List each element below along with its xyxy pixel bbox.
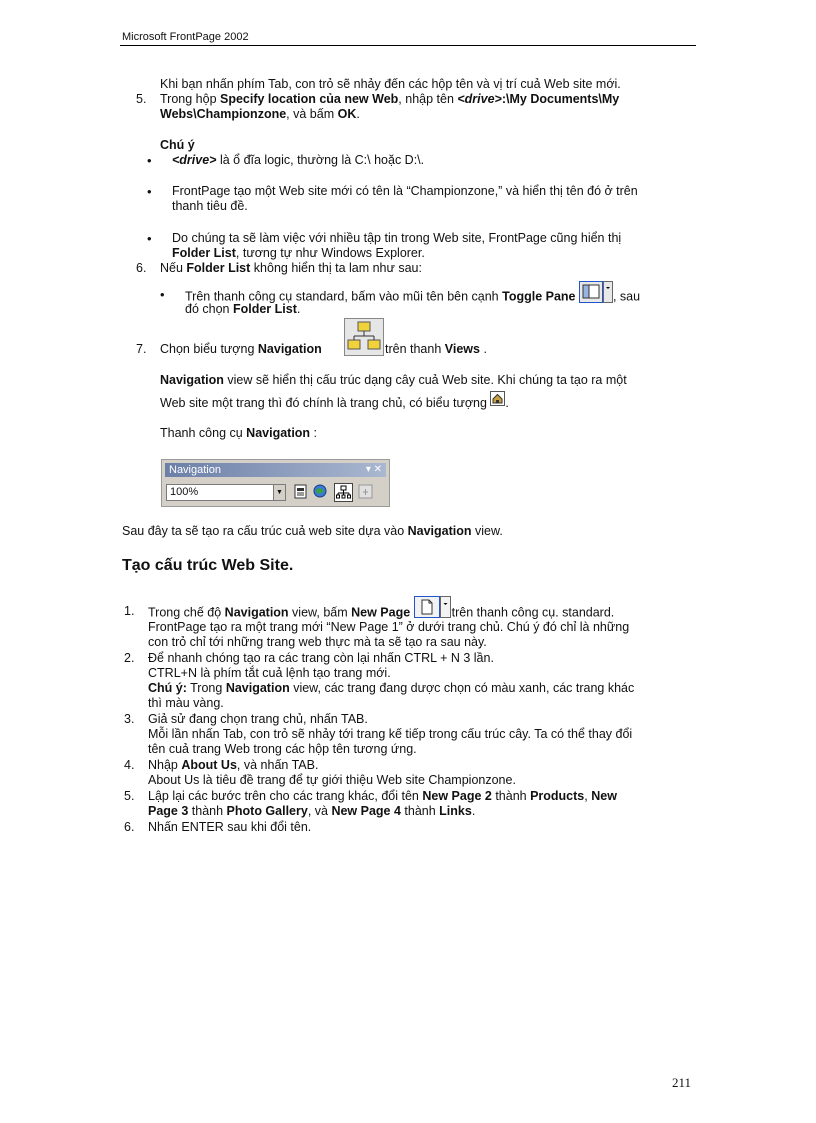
step-5-line1: Trong hộp Specify location của new Web, nhập tên <drive>:\My Documents\My bbox=[160, 92, 620, 106]
bullet-4-line1: Trên thanh công cụ standard, bấm vào mũi tên bên cạnh Toggle Pane , sau bbox=[185, 287, 640, 307]
running-header: Microsoft FrontPage 2002 bbox=[122, 31, 249, 43]
item-3-line3: tên cuả trang Web trong các hộp tên tương ứng. bbox=[148, 742, 417, 756]
bullet-3-line1: Do chúng ta sẽ làm việc với nhiều tập tin trong Web site, FrontPage cũng hiển thị bbox=[172, 231, 622, 245]
item-4-line1: Nhập About Us, và nhấn TAB. bbox=[148, 758, 319, 772]
bullet-2-line1: FrontPage tạo một Web site mới có tên là “Championzone,” và hiển thị tên đó ở trên bbox=[172, 184, 638, 198]
item-2-number: 2. bbox=[124, 651, 135, 665]
bullet-1-text: <drive> là ổ đĩa logic, thường là C:\ hoặc D:\. bbox=[172, 153, 425, 167]
step-6-text: Nếu Folder List không hiển thị ta lam như sau: bbox=[160, 261, 422, 275]
step-7-text-a: Chọn biểu tượng Navigation bbox=[160, 342, 322, 356]
section-heading: Tạo cấu trúc Web Site. bbox=[122, 557, 294, 574]
item-1-line3: con trỏ chỉ tới những trang web thực mà ta sẽ tạo ra sau này. bbox=[148, 635, 487, 649]
step-5-line2: Webs\Championzone, và bấm OK. bbox=[160, 107, 360, 121]
page-number: 211 bbox=[672, 1075, 692, 1090]
step-7-text-b: trên thanh Views . bbox=[385, 342, 487, 356]
navigation-para-line2: Web site một trang thì đó chính là trang chủ, có biểu tượng . bbox=[160, 396, 509, 411]
item-3-line2: Mỗi lần nhấn Tab, con trỏ sẽ nhảy tới trang kế tiếp trong cấu trúc cây. Ta có thể thay đổi bbox=[148, 727, 633, 741]
external-link-icon[interactable] bbox=[312, 483, 329, 500]
bullet: • bbox=[160, 287, 165, 302]
item-2-line3: Chú ý: Trong Navigation view, các trang đang dược chọn có màu xanh, các trang khác bbox=[148, 681, 635, 695]
item-6-line1: Nhấn ENTER sau khi đổi tên. bbox=[148, 820, 312, 834]
bullet-3-line2: Folder List, tương tự như Windows Explorer. bbox=[172, 246, 425, 260]
item-4-number: 4. bbox=[124, 758, 135, 772]
item-5-number: 5. bbox=[124, 789, 135, 803]
item-6-number: 6. bbox=[124, 820, 135, 834]
chevron-down-icon[interactable]: ▼ bbox=[273, 485, 285, 500]
item-4-line2: About Us là tiêu đề trang để tự giới thiệu Web site Championzone. bbox=[148, 773, 516, 787]
note-title: Chú ý bbox=[160, 138, 195, 152]
bullet-4-line2: đó chọn Folder List. bbox=[185, 302, 301, 316]
item-1-line1: Trong chế độ Navigation view, bấm New Page trên thanh công cụ. standard. bbox=[148, 604, 614, 622]
expand-icon[interactable] bbox=[357, 483, 374, 500]
bullet: • bbox=[147, 184, 152, 199]
toggle-pane-icon bbox=[579, 281, 613, 307]
item-5-line2: Page 3 thành Photo Gallery, và New Page 4 thành Links. bbox=[148, 804, 476, 818]
step-7-number: 7. bbox=[136, 342, 147, 356]
bullet: • bbox=[147, 153, 152, 168]
new-page-icon bbox=[414, 596, 452, 622]
item-2-line4: thì màu vàng. bbox=[148, 696, 224, 710]
header-rule bbox=[120, 45, 696, 46]
item-2-line1: Để nhanh chóng tạo ra các trang còn lại nhấn CTRL + N 3 lần. bbox=[148, 651, 494, 665]
portrait-landscape-icon[interactable] bbox=[334, 483, 353, 502]
view-subtree-icon[interactable] bbox=[292, 483, 309, 500]
item-1-number: 1. bbox=[124, 604, 135, 618]
intro-text: Khi bạn nhấn phím Tab, con trỏ sẽ nhảy đến các hộp tên và vị trí cuả Web site mới. bbox=[160, 77, 621, 91]
bullet: • bbox=[147, 231, 152, 246]
toolbar-controls[interactable]: ▾ ✕ bbox=[365, 464, 382, 475]
item-1-line2: FrontPage tạo ra một trang mới “New Page 1” ở dưới trang chủ. Chú ý đó chỉ là những bbox=[148, 620, 630, 634]
zoom-select[interactable]: 100% ▼ bbox=[166, 484, 286, 501]
item-2-line2: CTRL+N là phím tắt cuả lệnh tạo trang mới. bbox=[148, 666, 391, 680]
step-6-number: 6. bbox=[136, 261, 147, 275]
summary-text: Sau đây ta sẽ tạo ra cấu trúc cuả web site dựa vào Navigation view. bbox=[122, 524, 503, 538]
navigation-toolbar bbox=[161, 459, 390, 507]
navigation-para-line1: Navigation view sẽ hiển thị cấu trúc dạng cây cuả Web site. Khi chúng ta tạo ra một bbox=[160, 373, 627, 387]
navigation-view-icon bbox=[344, 318, 384, 360]
bullet-2-line2: thanh tiêu đề. bbox=[172, 199, 248, 213]
toolbar-caption: Thanh công cụ Navigation : bbox=[160, 426, 318, 440]
item-3-number: 3. bbox=[124, 712, 135, 726]
item-5-line1: Lập lại các bước trên cho các trang khác, đổi tên New Page 2 thành Products, New bbox=[148, 789, 617, 803]
item-3-line1: Giả sử đang chọn trang chủ, nhấn TAB. bbox=[148, 712, 368, 726]
toolbar-titlebar: Navigation ▾ ✕ bbox=[165, 463, 386, 477]
step-5-number: 5. bbox=[136, 92, 147, 106]
home-page-icon bbox=[490, 391, 505, 410]
